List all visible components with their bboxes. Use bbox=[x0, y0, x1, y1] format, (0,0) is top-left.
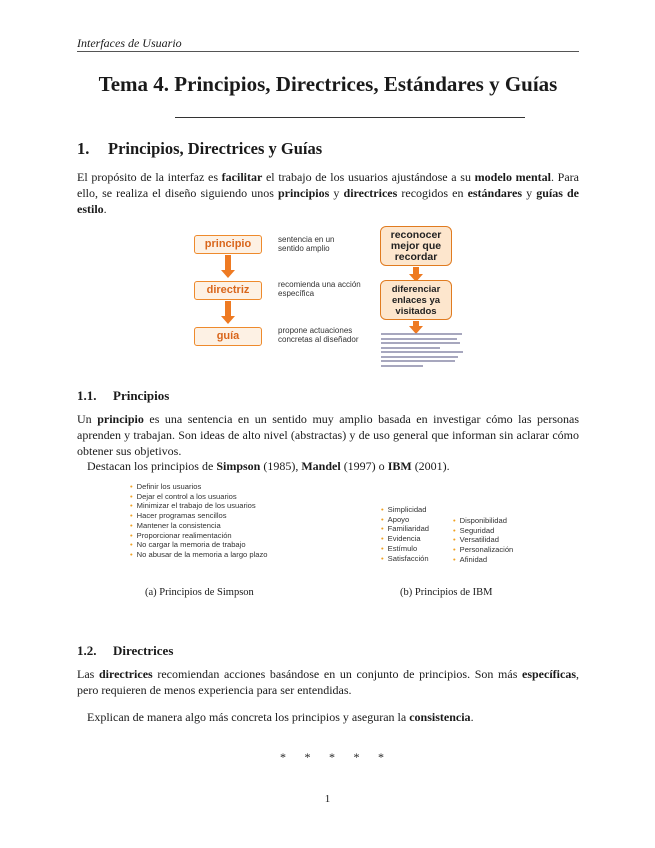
section-title: Principios, Directrices y Guías bbox=[108, 139, 323, 158]
list-item: • Hacer programas sencillos bbox=[130, 511, 268, 521]
principle-description: sentencia en un sentido amplio bbox=[278, 235, 335, 253]
section-separator: * * * * * bbox=[280, 750, 384, 764]
list-item: • Minimizar el trabajo de los usuarios bbox=[130, 501, 268, 511]
down-arrow-icon bbox=[225, 301, 231, 317]
directives-consistency-paragraph: Explican de manera algo más concreta los principios y aseguran la consistencia. bbox=[87, 710, 474, 724]
list-item: • Mantener la consistencia bbox=[130, 521, 268, 531]
title-rule bbox=[175, 117, 525, 118]
figure-caption-a: (a) Principios de Simpson bbox=[145, 587, 254, 598]
emphasis: directrices bbox=[98, 667, 153, 681]
down-arrow-icon bbox=[413, 267, 419, 275]
list-item: • Seguridad bbox=[453, 526, 513, 536]
list-item: • Satisfacción bbox=[381, 554, 429, 564]
header-rule bbox=[77, 51, 579, 52]
emphasis: Simpson bbox=[216, 459, 261, 473]
simpson-principles-list bbox=[130, 482, 268, 560]
subsection-title: Directrices bbox=[113, 643, 174, 658]
list-item: • Evidencia bbox=[381, 534, 429, 544]
running-header: Interfaces de Usuario bbox=[77, 36, 182, 50]
list-item: • Versatilidad bbox=[453, 535, 513, 545]
subsection-title: Principios bbox=[113, 388, 170, 403]
list-item: • Apoyo bbox=[381, 515, 429, 525]
list-item: • Familiaridad bbox=[381, 524, 429, 534]
directive-description: recomienda una acción específica bbox=[278, 280, 361, 298]
emphasis: Mandel bbox=[301, 459, 341, 473]
emphasis: principio bbox=[97, 412, 144, 426]
example-principle-box: reconocer mejor que recordar bbox=[380, 226, 452, 266]
page-title: Tema 4. Principios, Directrices, Estándares y Guías bbox=[98, 72, 558, 96]
down-arrow-icon bbox=[413, 321, 419, 327]
principle-paragraph: Un principio es una sentencia en un sentido muy amplio basada en investigar cómo las personas aprenden y trabajan. Son ideas de alto nivel (abstractas) y de uso general que informan sin aclarar cómo obtener sus objetivos. bbox=[77, 412, 579, 458]
emphasis: guías de estilo bbox=[77, 186, 579, 216]
hierarchy-diagram bbox=[190, 224, 465, 372]
list-item: • Personalización bbox=[453, 545, 513, 555]
figure-caption-b: (b) Principios de IBM bbox=[400, 587, 493, 598]
list-item: • Afinidad bbox=[453, 555, 513, 565]
principles-authors-paragraph: Destacan los principios de Simpson (1985), Mandel (1997) o IBM (2001). bbox=[87, 459, 450, 473]
section-number: 1. bbox=[77, 139, 90, 158]
list-item: • No cargar la memoria de trabajo bbox=[130, 540, 268, 550]
list-item: • Dejar el control a los usuarios bbox=[130, 492, 268, 502]
section-heading bbox=[77, 139, 322, 159]
emphasis: IBM bbox=[387, 459, 412, 473]
emphasis: específicas bbox=[522, 667, 576, 681]
directive-box: directriz bbox=[194, 281, 262, 300]
guide-description: propone actuaciones concretas al diseñador bbox=[278, 326, 359, 344]
subsection-number: 1.1. bbox=[77, 388, 97, 403]
list-item: • Definir los usuarios bbox=[130, 482, 268, 492]
list-item: • No abusar de la memoria a largo plazo bbox=[130, 550, 268, 560]
principle-box: principio bbox=[194, 235, 262, 254]
emphasis: consistencia bbox=[409, 710, 471, 724]
emphasis: estándares bbox=[467, 186, 523, 200]
list-item: • Estímulo bbox=[381, 544, 429, 554]
subsection-heading bbox=[77, 643, 173, 659]
list-item: • Proporcionar realimentación bbox=[130, 531, 268, 541]
page-number: 1 bbox=[324, 793, 331, 805]
directives-paragraph: Las directrices recomiendan acciones basándose en un conjunto de principios. Son más específicas, pero requieren de menos experiencia para ser entendidas. bbox=[77, 667, 579, 697]
guide-example-thumbnail bbox=[381, 333, 465, 368]
list-item: • Disponibilidad bbox=[453, 516, 513, 526]
example-guideline-box: diferenciar enlaces ya visitados bbox=[380, 280, 452, 320]
subsection-number: 1.2. bbox=[77, 643, 97, 658]
emphasis: facilitar bbox=[221, 170, 263, 184]
intro-paragraph: El propósito de la interfaz es facilitar el trabajo de los usuarios ajustándose a su modelo mental. Para ello, se realiza el diseño siguiendo unos principios y directrices recogidos en estándares y guías de estilo. bbox=[77, 170, 579, 216]
down-arrow-icon bbox=[225, 255, 231, 271]
emphasis: modelo mental bbox=[474, 170, 551, 184]
list-item: • Simplicidad bbox=[381, 505, 429, 515]
guide-box: guía bbox=[194, 327, 262, 346]
ibm-principles-list-1 bbox=[381, 505, 429, 563]
emphasis: directrices bbox=[343, 186, 398, 200]
ibm-principles-list-2 bbox=[453, 516, 513, 565]
emphasis: principios bbox=[277, 186, 330, 200]
subsection-heading bbox=[77, 388, 169, 404]
